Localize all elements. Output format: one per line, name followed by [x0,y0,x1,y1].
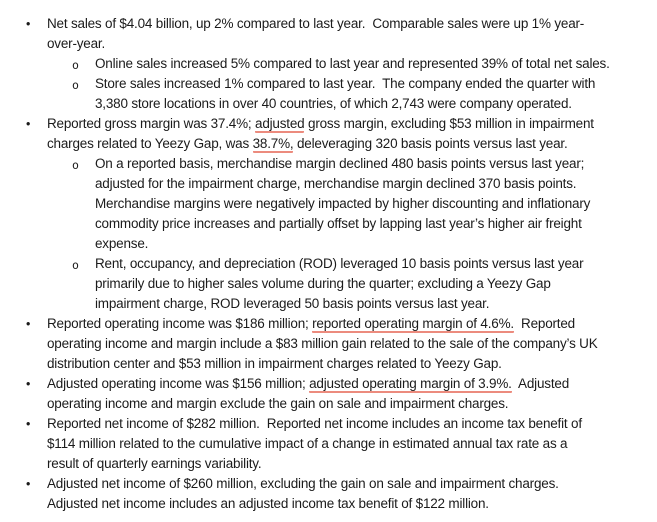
bullet-marker-icon: • [26,117,31,131]
text-line [95,254,657,274]
text-line [47,474,657,494]
text-line [47,494,657,514]
text-segment: over-year. [47,36,106,51]
text-segment: $114 million related to the cumulative impact of a change in estimated annual tax rate as a [47,436,568,451]
bullet-marker-icon: • [26,17,31,31]
bullet-item [0,74,657,114]
text-segment: deleveraging 320 basis points versus last year. [293,136,568,151]
text-line [95,294,657,314]
text-segment: result of quarterly earnings variability. [47,456,262,471]
text-segment: Store sales increased 1% compared to last year. The company ended the quarter with [95,76,596,91]
text-segment: Net sales of $4.04 billion, up 2% compared to last year. Comparable sales were up 1% year- [47,16,585,31]
text-line [95,174,657,194]
bullet-item [0,414,657,474]
text-line [95,274,657,294]
bullet-text [47,414,657,474]
bullet-item [0,254,657,314]
bullet-item [0,14,657,54]
bullet-text [47,14,657,54]
text-segment: 3,380 store locations in over 40 countries, of which 2,743 were company operated. [95,96,572,111]
bullet-marker-icon: • [26,477,31,491]
bullet-marker-icon: • [26,317,31,331]
text-segment: On a reported basis, merchandise margin declined 480 basis points versus last year; [95,156,585,171]
bullet-marker-icon: • [26,377,31,391]
text-segment: adjusted for the impairment charge, merchandise margin declined 370 basis points. [95,176,577,191]
text-line [95,154,657,174]
text-segment: Adjusted operating income was $156 million; [47,376,310,391]
bullet-marker-icon: • [26,417,31,431]
red-underline-annotation: reported operating margin of 4.6%. [312,316,514,331]
bullet-text [95,54,657,74]
circle-marker-icon: o [72,78,79,92]
bullet-text [95,154,657,254]
text-line [47,334,657,354]
text-line [47,374,657,394]
text-line [47,114,657,134]
text-segment: Adjusted net income of $260 million, excluding the gain on sale and impairment charges. [47,476,559,491]
text-line [95,54,657,74]
bullet-text [47,474,657,514]
text-line [95,214,657,234]
text-line [47,414,657,434]
text-line [47,434,657,454]
text-line [47,314,657,334]
text-segment: Adjusted [511,376,569,391]
text-segment: Reported [513,316,575,331]
red-underline-annotation: 38.7%, [252,136,294,151]
text-line [47,394,657,414]
bullet-text [47,374,657,414]
text-line [95,74,657,94]
text-segment: Online sales increased 5% compared to last year and represented 39% of total net sales. [95,56,610,71]
circle-marker-icon: o [72,258,79,272]
text-segment: Reported net income of $282 million. Reported net income includes an income tax benefit of [47,416,582,431]
text-segment: impairment charge, ROD leveraged 50 basis points versus last year. [95,296,490,311]
bullet-text [47,114,657,154]
text-segment: charges related to Yeezy Gap, was [47,136,253,151]
bullet-text [95,254,657,314]
text-line [47,454,657,474]
text-line [95,94,657,114]
text-segment: distribution center and $53 million in impairment charges related to Yeezy Gap. [47,356,502,371]
red-underline-annotation: adjusted operating margin of 3.9%. [309,376,512,391]
bullet-item [0,314,657,374]
text-segment: Adjusted net income includes an adjusted income tax benefit of $122 million. [47,496,489,511]
text-segment: Reported operating income was $186 million; [47,316,313,331]
text-line [95,234,657,254]
bullet-list [0,14,657,514]
text-segment: commodity price increases and partially offset by lapping last year’s higher air freight [95,216,582,231]
circle-marker-icon: o [72,58,79,72]
bullet-item [0,154,657,254]
text-line [47,134,657,154]
text-line [95,194,657,214]
bullet-item [0,374,657,414]
bullet-item [0,474,657,514]
text-segment: Reported gross margin was 37.4%; [47,116,256,131]
text-line [47,354,657,374]
text-segment: expense. [95,236,149,251]
text-line [47,14,657,34]
text-segment: Merchandise margins were negatively impacted by higher discounting and inflationary [95,196,591,211]
red-underline-annotation: adjusted [255,116,305,131]
text-segment: operating income and margin exclude the gain on sale and impairment charges. [47,396,509,411]
text-segment: primarily due to higher sales volume during the quarter; excluding a Yeezy Gap [95,276,551,291]
bullet-text [95,74,657,114]
bullet-item [0,114,657,154]
circle-marker-icon: o [72,158,79,172]
bullet-item [0,54,657,74]
text-line [47,34,657,54]
text-segment: operating income and margin include a $83 million gain related to the sale of the company’s UK [47,336,598,351]
text-segment: Rent, occupancy, and depreciation (ROD) leveraged 10 basis points versus last year [95,256,584,271]
bullet-text [47,314,657,374]
text-segment: gross margin, excluding $53 million in impairment [304,116,594,131]
